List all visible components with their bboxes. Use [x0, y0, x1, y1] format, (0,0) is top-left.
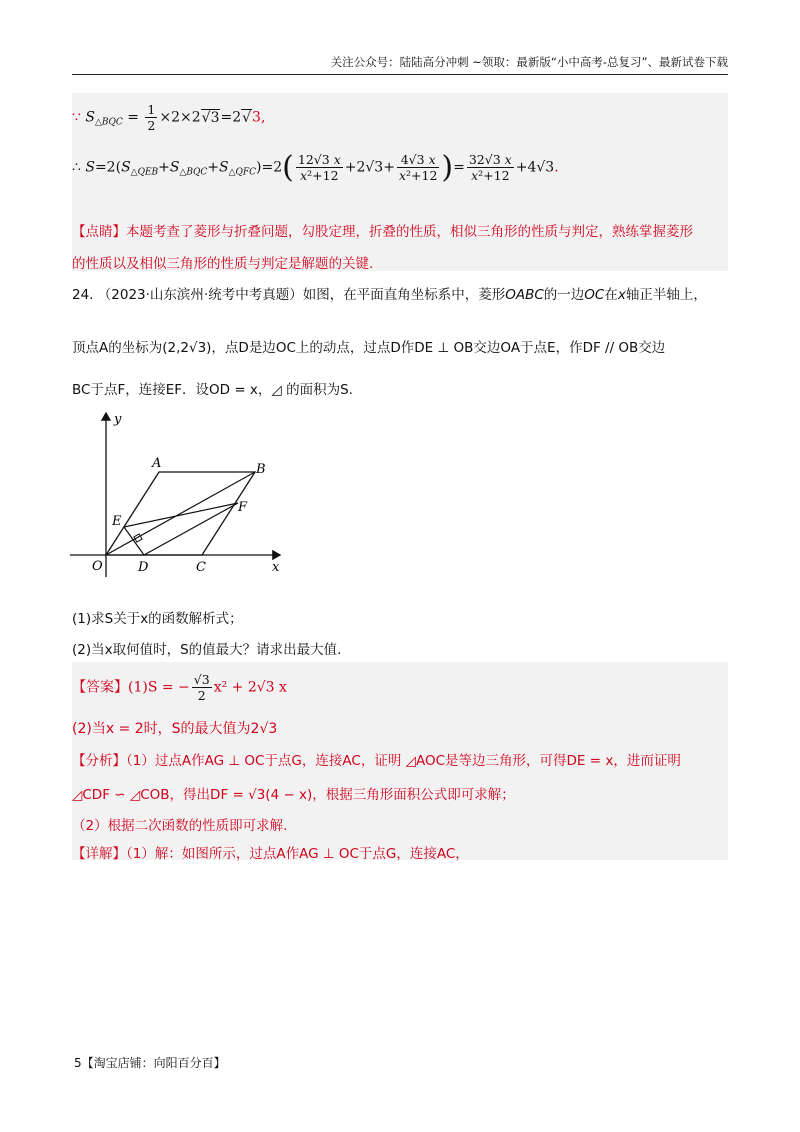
- question-line-2: 顶点A的坐标为(2,2√3)，点D是边OC上的动点，过点D作DE ⊥ OB交边OA于点E，作DF // OB交边: [72, 340, 666, 356]
- point-line-2: 的性质以及相似三角形的性质与判定是解题的关键.: [72, 256, 374, 272]
- label-f: F: [238, 500, 248, 515]
- coordinate-figure: [68, 405, 298, 580]
- label-o: O: [92, 559, 103, 574]
- page-header: 关注公众号：陆陆高分冲刺 ~领取：最新版“小中高考-总复习”、最新试卷下载: [72, 52, 728, 75]
- label-y: y: [114, 412, 122, 427]
- eq-total-area: ∴ $S=2(S_{\triangle QEB}+S_{\triangle BQC}+S_{\triangle QFC})=2$( $\frac{12√3 x}{\text{x²+12}}$ +2√3+ $\frac{4√3 x}{\text{x²+12}}$ )= $\frac{32√3 x}{\text{x²+12}}$ +4√3.: [72, 150, 559, 185]
- label-e: E: [112, 514, 122, 529]
- sub-question-1: (1)求S关于x的函数解析式；: [72, 611, 243, 627]
- analysis-line-2: ◿CDF ∽ ◿COB，得出DF = √3(4 − x)，根据三角形面积公式即可求解；: [72, 787, 515, 803]
- segment-de: [124, 527, 144, 555]
- segment-df: [144, 503, 238, 555]
- analysis-line-3: （2）根据二次函数的性质即可求解.: [72, 818, 288, 834]
- label-x: x: [272, 560, 280, 575]
- detail-line-1: 【详解】（1）解：如图所示，过点A作AG ⊥ OC于点G，连接AC，: [72, 846, 469, 862]
- label-c: C: [196, 560, 206, 575]
- label-d: D: [138, 560, 149, 575]
- question-line-1: 24. （2023·山东滨州·统考中考真题）如图，在平面直角坐标系中，菱形OABC的一边OC在x轴正半轴上，: [72, 287, 707, 303]
- page-footer: 5【淘宝店铺：向阳百分百】: [74, 1056, 226, 1070]
- answer-line-2: (2)当x = 2时，S的最大值为2√3: [72, 721, 278, 737]
- sub-question-2: (2)当x取何值时，S的值最大？请求出最大值.: [72, 642, 342, 658]
- eq-area-bqc: ∵ $S_{\triangle BQC}$ = $\frac{1}{2}$ ×2×2√3=2√3,: [72, 102, 266, 133]
- analysis-line-1: 【分析】（1）过点A作AG ⊥ OC于点G，连接AC，证明 ◿AOC是等边三角形，可得DE = x，进而证明: [72, 753, 681, 769]
- segment-ef: [124, 503, 238, 527]
- answer-line-1: 【答案】(1)S = − $\frac{√3}{2}$ x² + 2√3 x: [72, 672, 287, 703]
- point-line-1: 【点睛】本题考查了菱形与折叠问题，勾股定理，折叠的性质，相似三角形的性质与判定，熟练掌握菱形: [72, 224, 693, 240]
- label-a: A: [152, 456, 162, 471]
- segment-ob: [106, 472, 255, 555]
- label-b: B: [256, 462, 266, 477]
- question-line-3: BC于点F，连接EF．设OD = x，◿ 的面积为S.: [72, 382, 353, 398]
